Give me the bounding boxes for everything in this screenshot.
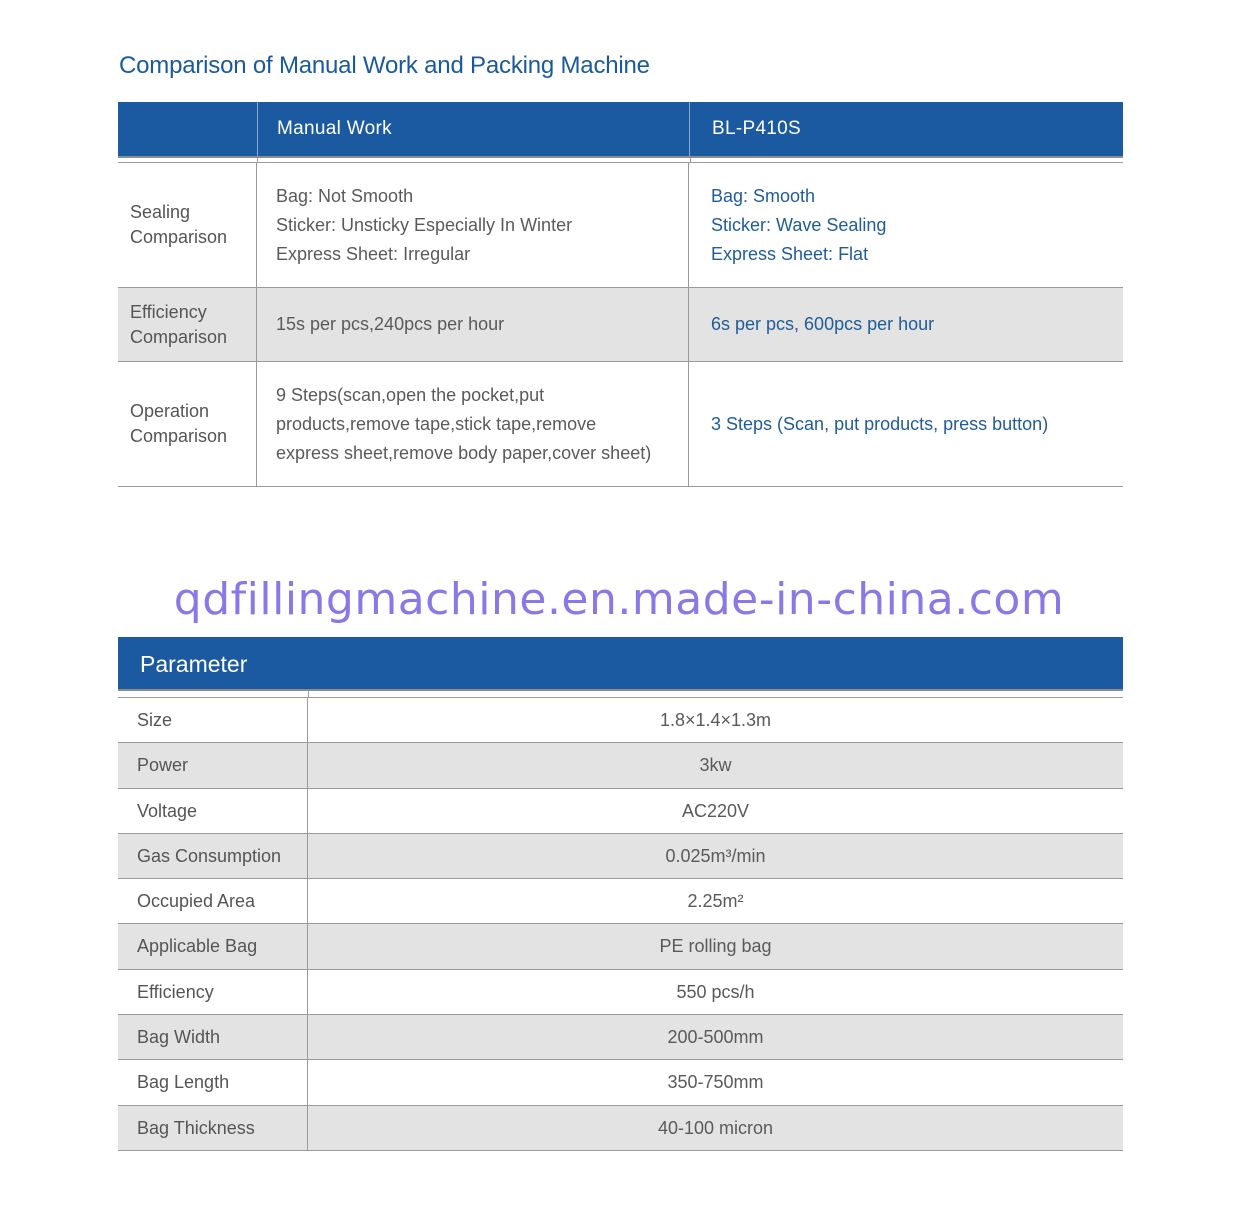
param-value: 1.8×1.4×1.3m [659, 710, 772, 730]
watermark-text: qdfillingmachine.en.made-in-china.com [173, 574, 1065, 625]
header-spacer [118, 691, 1123, 698]
header-machine-model: BL-P410S [712, 118, 802, 139]
param-key: Efficiency [118, 970, 308, 1014]
comparison-row-operation [118, 362, 1123, 487]
param-value: 200-500mm [667, 1027, 764, 1048]
manual-line: Express Sheet: Irregular [276, 243, 471, 264]
manual-cell [257, 163, 689, 287]
manual-line: Sticker: Unsticky Especially In Winter [276, 214, 573, 235]
param-row-size [118, 698, 1123, 743]
param-key: Power [118, 743, 308, 787]
machine-cell [689, 288, 1123, 361]
machine-line: Bag: Smooth [711, 185, 816, 206]
comparison-row-sealing [118, 163, 1123, 288]
row-label-line: Comparison [130, 227, 228, 247]
param-key: Voltage [118, 789, 308, 833]
param-value: AC220V [681, 800, 750, 821]
param-value: 350-750mm [667, 1072, 764, 1093]
row-label [118, 288, 257, 361]
row-label [118, 362, 257, 486]
header-manual-work: Manual Work [258, 102, 690, 156]
param-value: 0.025m³/min [665, 845, 766, 866]
manual-line: Bag: Not Smooth [276, 185, 414, 206]
manual-line: 15s per pcs,240pcs per hour [276, 314, 505, 334]
param-value: 550 pcs/h [676, 981, 755, 1002]
comparison-table [118, 102, 1123, 487]
param-row-bag-thickness [118, 1106, 1123, 1151]
parameter-table [118, 637, 1123, 1151]
row-label-line: Efficiency [130, 301, 207, 322]
comparison-row-efficiency [118, 288, 1123, 362]
machine-line: Sticker: Wave Sealing [711, 214, 887, 235]
param-row-power [118, 743, 1123, 788]
param-key: Gas Consumption [118, 834, 308, 878]
row-label-line: Comparison [130, 326, 228, 347]
param-key: Bag Length [118, 1060, 308, 1104]
parameter-header: Parameter [118, 637, 1123, 691]
param-row-applicable-bag [118, 924, 1123, 969]
param-key: Bag Width [118, 1015, 308, 1059]
param-row-gas-consumption [118, 834, 1123, 879]
param-value: 3kw [699, 755, 732, 776]
param-row-voltage [118, 789, 1123, 834]
machine-line: 3 Steps (Scan, put products, press button) [711, 413, 1049, 434]
page-title: Comparison of Manual Work and Packing Machine [119, 52, 650, 79]
param-key: Bag Thickness [118, 1106, 308, 1150]
comparison-header-row [118, 102, 1123, 158]
param-row-bag-width [118, 1015, 1123, 1060]
manual-cell [257, 288, 689, 361]
param-value: 40-100 micron [657, 1117, 774, 1138]
row-label [118, 163, 257, 287]
row-label-line: Sealing [130, 202, 191, 222]
machine-line: 6s per pcs, 600pcs per hour [711, 314, 935, 334]
param-row-efficiency [118, 970, 1123, 1015]
param-key: Occupied Area [118, 879, 308, 923]
machine-cell [689, 163, 1123, 287]
manual-line: products,remove tape,stick tape,remove [276, 413, 597, 434]
row-label-line: Operation [130, 401, 210, 421]
manual-line: 9 Steps(scan,open the pocket,put [276, 384, 545, 405]
param-value: PE rolling bag [659, 936, 772, 957]
manual-line: express sheet,remove body paper,cover sheet) [276, 442, 652, 463]
param-value: 2.25m² [687, 891, 744, 912]
param-key: Size [118, 698, 308, 742]
param-row-occupied-area [118, 879, 1123, 924]
header-empty-cell [118, 102, 258, 156]
manual-cell [257, 362, 689, 486]
param-row-bag-length [118, 1060, 1123, 1105]
machine-cell [689, 362, 1123, 486]
machine-line: Express Sheet: Flat [711, 243, 869, 264]
row-label-line: Comparison [130, 426, 228, 446]
param-key: Applicable Bag [118, 924, 308, 968]
